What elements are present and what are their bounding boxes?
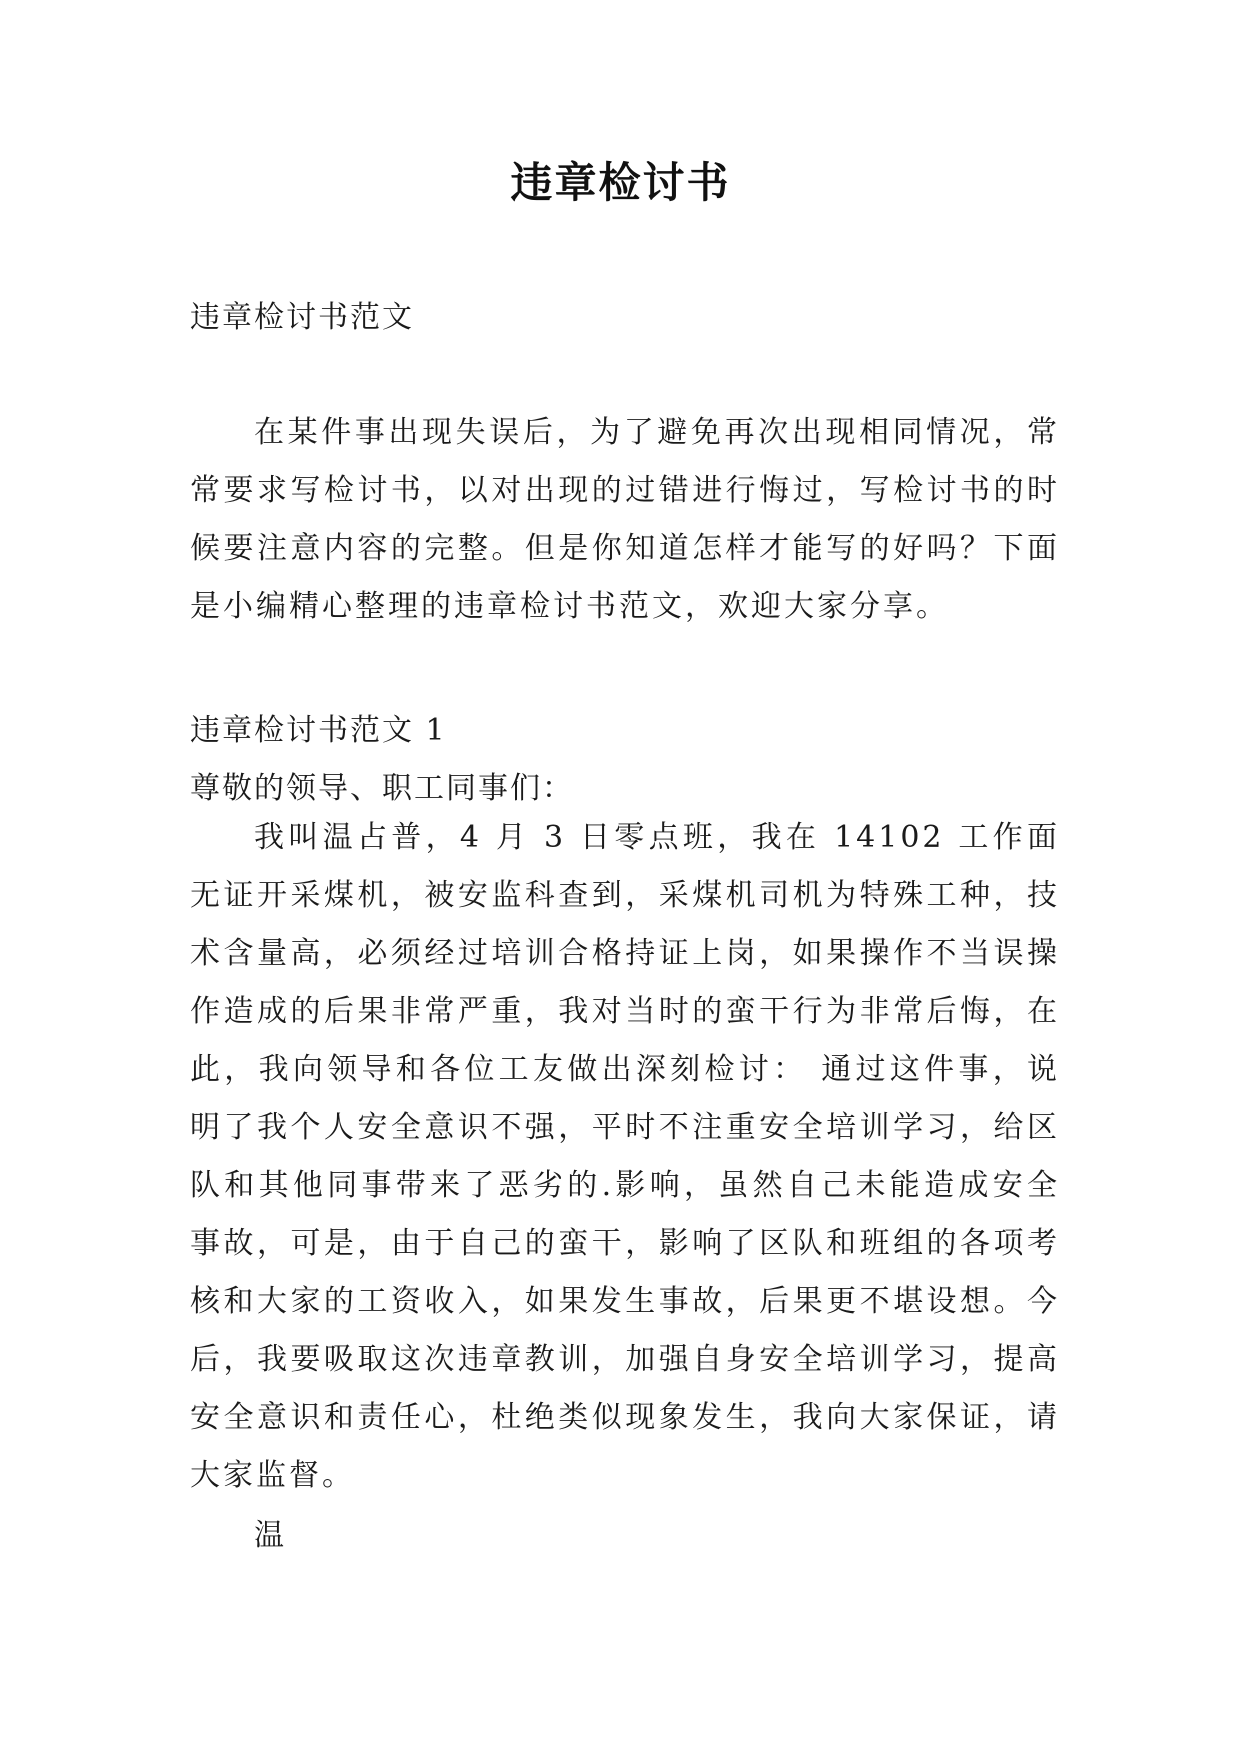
signature: 温 [254,1518,284,1553]
section-heading: 违章检讨书范文 1 [190,713,447,748]
document-title: 违章检讨书 [510,158,731,207]
document-subtitle: 违章检讨书范文 [190,300,414,335]
intro-paragraph: 在某件事出现失误后，为了避免再次出现相同情况，常常要求写检讨书，以对出现的过错进行悔过，写检讨书的时候要注意内容的完整。但是你知道怎样才能写的好吗？下面是小编精心整理的违章检讨书范文，欢迎大家分享。 [190,415,1060,624]
body-paragraph: 我叫温占普，4 月 3 日零点班，我在 14102 工作面无证开采煤机，被安监科查到，采煤机司机为特殊工种，技术含量高，必须经过培训合格持证上岗，如果操作不当误操作造成的后果非常严重，我对当时的蛮干行为非常后悔，在此，我向领导和各位工友做出深刻检讨： 通过这件事，说明了我个人安全意识不强，平时不注重安全培训学习，给区队和其他同事带来了恶劣的.影响，虽然自己未能造成安全事故，可是，由于自己的蛮干，影响了区队和班组的各项考核和大家的工资收入，如果发生事故，后果更不堪设想。今后，我要吸取这次违章教训，加强自身安全培训学习，提高安全意识和责任心，杜绝类似现象发生，我向大家保证，请大家监督。 [190,820,1060,1493]
salutation: 尊敬的领导、职工同事们： [190,771,574,806]
